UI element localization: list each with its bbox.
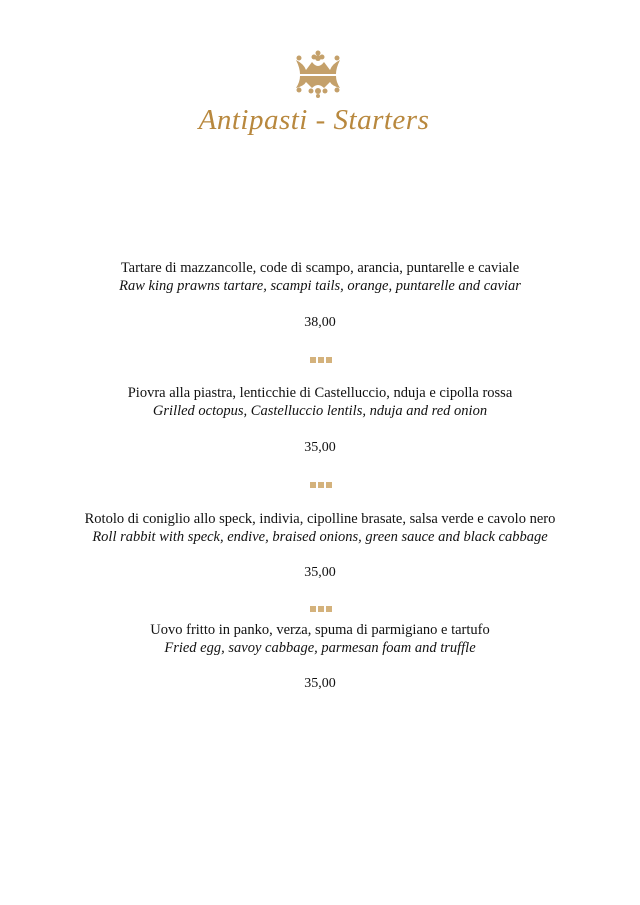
dish-english: Raw king prawns tartare, scampi tails, orange, puntarelle and caviar: [119, 278, 521, 294]
dish-english: Fried egg, savoy cabbage, parmesan foam and truffle: [164, 640, 476, 656]
page-title: Antipasti - Starters: [198, 104, 430, 136]
dish-italian: Rotolo di coniglio allo speck, indivia, cipolline brasate, salsa verde e cavolo nero: [84, 511, 556, 527]
dish-price: 35,00: [304, 676, 336, 691]
separator-icon: [309, 356, 333, 364]
separator-icon: [309, 605, 333, 613]
dish-price: 35,00: [304, 440, 336, 455]
dish-price: 38,00: [304, 315, 336, 330]
dish-english: Grilled octopus, Castelluccio lentils, nduja and red onion: [152, 403, 488, 419]
dish-price: 35,00: [304, 565, 336, 580]
dish-italian: Tartare di mazzancolle, code di scampo, arancia, puntarelle e caviale: [120, 260, 520, 276]
dish-italian: Piovra alla piastra, lenticchie di Castelluccio, nduja e cipolla rossa: [127, 385, 513, 401]
separator-icon: [309, 481, 333, 489]
dish-italian: Uovo fritto in panko, verza, spuma di parmigiano e tartufo: [150, 622, 490, 638]
dish-english: Roll rabbit with speck, endive, braised onions, green sauce and black cabbage: [92, 529, 548, 545]
crown-logo-icon: [294, 50, 342, 98]
